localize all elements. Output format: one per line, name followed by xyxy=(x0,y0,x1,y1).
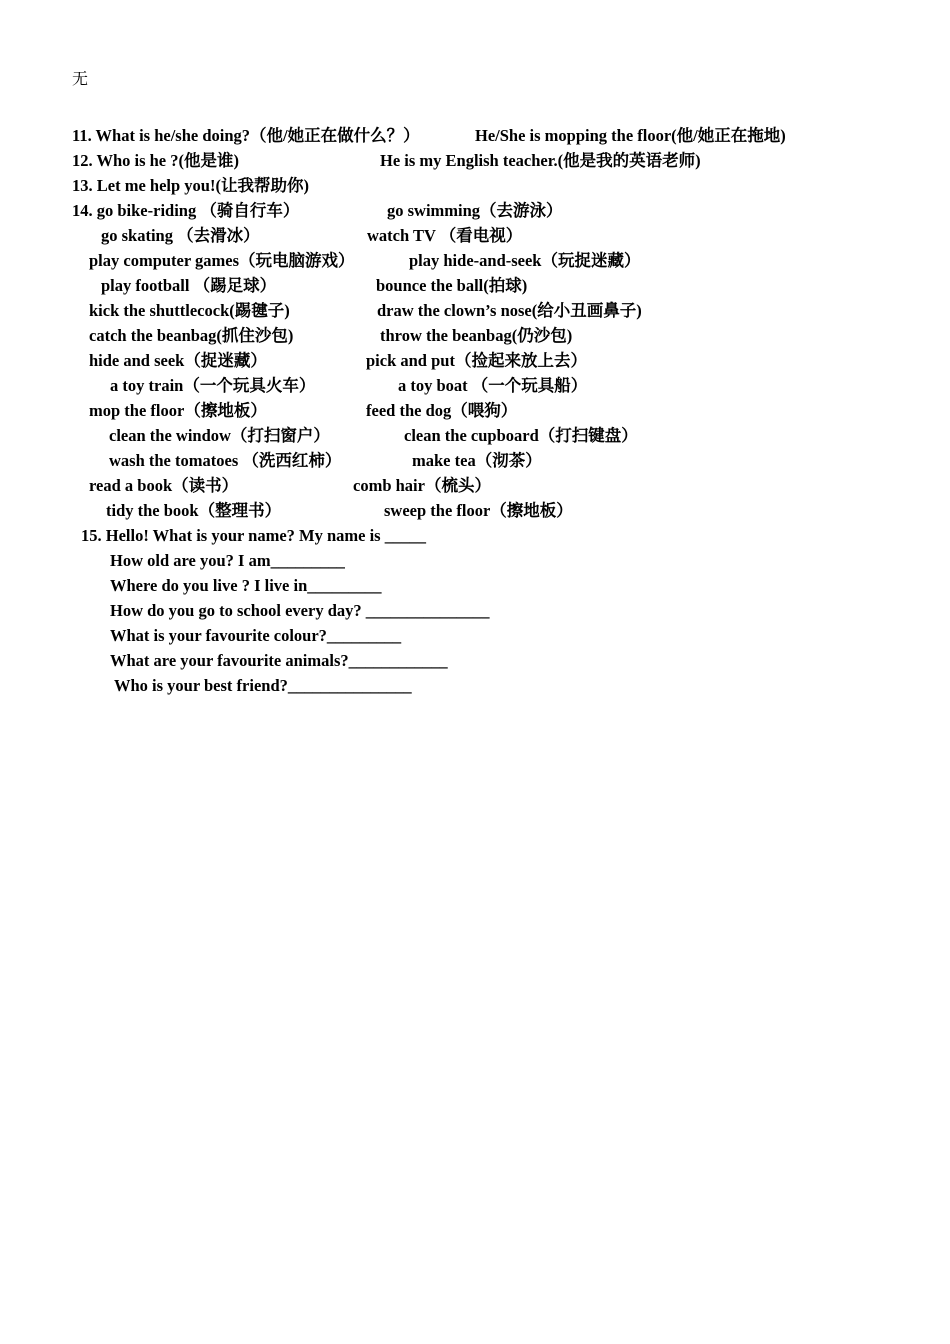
item-15-line: 15. Hello! What is your name? My name is _____ xyxy=(81,526,426,545)
item-14-left: mop the floor（擦地板） xyxy=(89,401,267,420)
item-14-right: pick and put（捡起来放上去） xyxy=(366,351,587,370)
item-14-right: clean the cupboard（打扫键盘） xyxy=(404,426,638,445)
item-11-answer: He/She is mopping the floor(他/她正在拖地) xyxy=(475,126,786,145)
item-14-left: read a book（读书） xyxy=(89,476,239,495)
item-14-left: tidy the book（整理书） xyxy=(106,501,282,520)
item-14-right: bounce the ball(拍球) xyxy=(376,276,528,295)
page-header-mark: 无 xyxy=(72,71,89,88)
item-14-left: hide and seek（捉迷藏） xyxy=(89,351,267,370)
item-12-question: 12. Who is he ?(他是谁) xyxy=(72,151,239,170)
item-14-right: watch TV （看电视） xyxy=(367,226,523,245)
item-14-left: clean the window（打扫窗户） xyxy=(109,426,330,445)
item-14-right: a toy boat （一个玩具船） xyxy=(398,376,588,395)
item-15-line: What are your favourite animals?____________ xyxy=(110,651,448,670)
item-14-right: throw the beanbag(仍沙包) xyxy=(380,326,573,345)
item-13-phrase: 13. Let me help you!(让我帮助你) xyxy=(72,176,309,195)
item-15-line: Where do you live ? I live in_________ xyxy=(110,576,382,595)
item-14-left: wash the tomatoes （洗西红柿） xyxy=(109,451,342,470)
item-15-line: Who is your best friend?_______________ xyxy=(114,676,412,695)
item-14-left: play football （踢足球） xyxy=(101,276,277,295)
item-14-right: comb hair（梳头） xyxy=(353,476,491,495)
item-14-left: catch the beanbag(抓住沙包) xyxy=(89,326,294,345)
item-14-left: a toy train（一个玩具火车） xyxy=(110,376,316,395)
item-14-left: 14. go bike-riding （骑自行车） xyxy=(72,201,300,220)
item-15-line: What is your favourite colour?_________ xyxy=(110,626,402,645)
item-14-right: make tea（沏茶） xyxy=(412,451,542,470)
item-14-right: play hide-and-seek（玩捉迷藏） xyxy=(409,251,641,270)
item-14-left: kick the shuttlecock(踢毽子) xyxy=(89,301,290,320)
item-14-right: go swimming（去游泳） xyxy=(387,201,563,220)
item-14-right: draw the clown’s nose(给小丑画鼻子) xyxy=(377,301,642,320)
item-12-answer: He is my English teacher.(他是我的英语老师) xyxy=(380,151,701,170)
item-14-left: go skating （去滑冰） xyxy=(101,226,260,245)
item-14-right: feed the dog（喂狗） xyxy=(366,401,518,420)
item-14-right: sweep the floor（擦地板） xyxy=(384,501,573,520)
item-14-left: play computer games（玩电脑游戏） xyxy=(89,251,355,270)
item-15-line: How do you go to school every day? _______________ xyxy=(110,601,490,620)
item-15-line: How old are you? I am_________ xyxy=(110,551,345,570)
item-11-question: 11. What is he/she doing?（他/她正在做什么？） xyxy=(72,126,420,145)
